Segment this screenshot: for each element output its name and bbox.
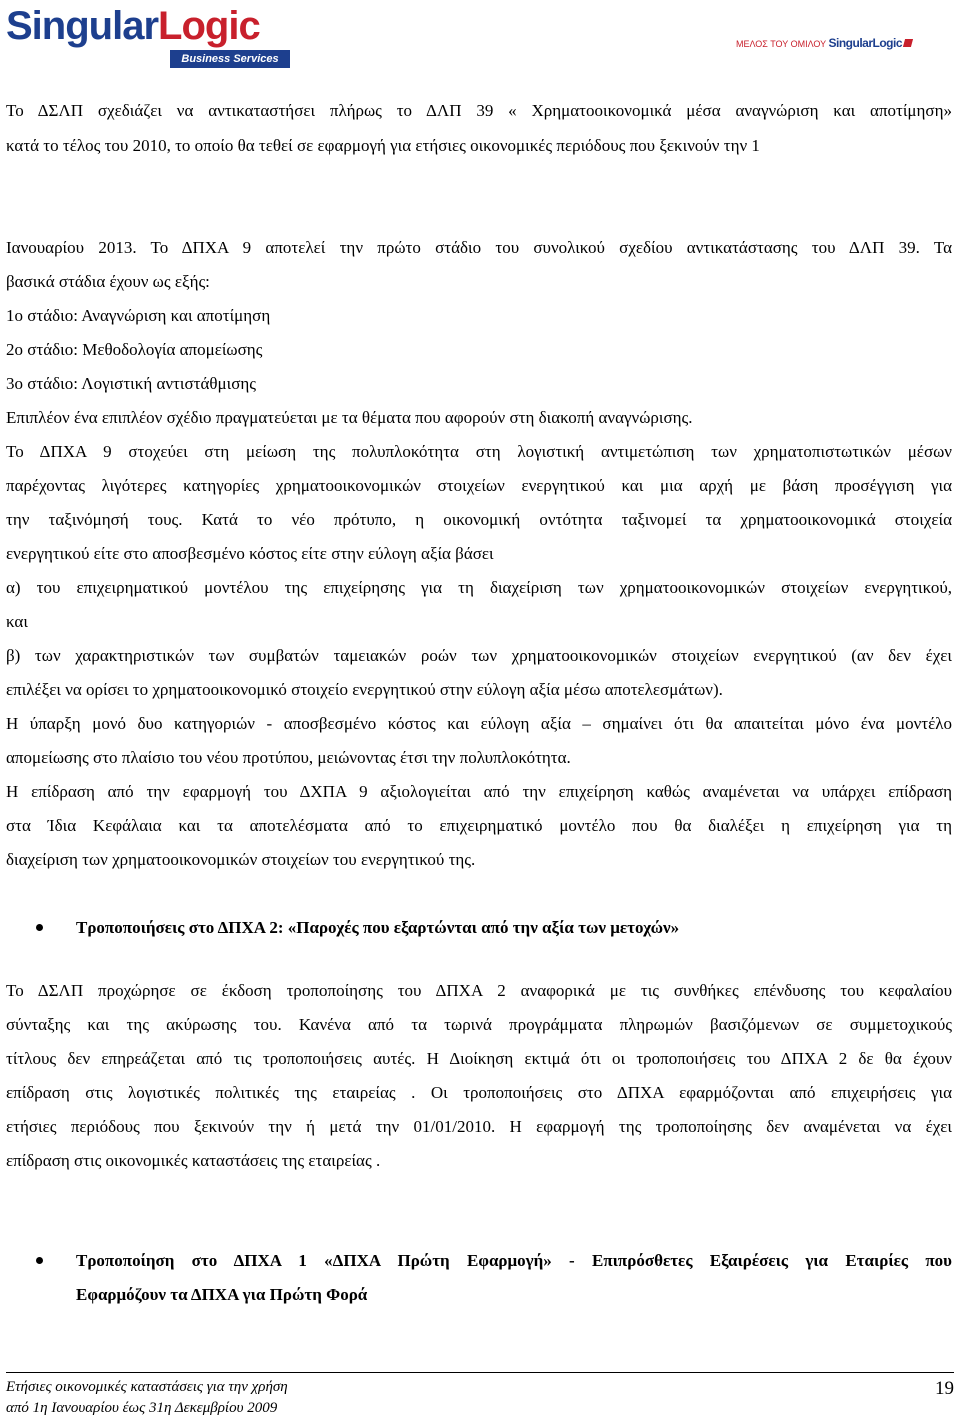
- list-item-b: β) των χαρακτηριστικών των συμβατών ταμειακών ροών των χρηματοοικονομικών στοιχείων ενεργητικού (αν δεν έχει: [6, 646, 952, 665]
- footer-title: Ετήσιες οικονομικές καταστάσεις για την χρήση: [6, 1379, 288, 1395]
- member-prefix: ΜΕΛΟΣ ΤΟΥ ΟΜΙΛΟΥ: [735, 39, 826, 49]
- paragraph-line: ετήσιες περιόδους που ξεκινούν την ή μετά την 01/01/2010. Η εφαρμογή της τροποποίησης δεν αναμένεται να έχει: [6, 1117, 952, 1136]
- list-item-a-cont: και: [6, 612, 28, 631]
- logo-wordmark: [6, 4, 260, 48]
- bullet-icon: [36, 924, 43, 931]
- member-brand: SingularLogic: [828, 36, 902, 50]
- paragraph-line: επίδραση στις οικονομικές καταστάσεις της εταιρείας .: [6, 1151, 381, 1170]
- logo-word-logic: Logic: [158, 4, 260, 48]
- paragraph-line: τίτλους δεν επηρεάζεται από τις τροποποιήσεις αυτές. Η Διοίκηση εκτιμά ότι οι τροποποιήσεις του ΔΠΧΑ 2 δε θα έχουν: [6, 1049, 952, 1068]
- list-item-a: α) του επιχειρηματικού μοντέλου της επιχείρησης για τη διαχείριση των χρηματοοικονομικών στοιχείων ενεργητικού,: [6, 578, 952, 597]
- page-number: 19: [935, 1378, 954, 1399]
- paragraph-line: Το ΔΣΛΠ προχώρησε σε έκδοση τροποποίησης του ΔΠΧΑ 2 αναφορικά με τις συνθήκες επένδυσης του κεφαλαίου: [6, 981, 952, 1000]
- brand-mark-icon: [903, 39, 913, 47]
- paragraph-line: διαχείριση των χρηματοοικονομικών στοιχείων του ενεργητικού της.: [6, 850, 476, 869]
- paragraph-line: απομείωσης στο πλαίσιο του νέου προτύπου, μειώνοντας έτσι την πολυπλοκότητα.: [6, 748, 571, 767]
- bullet-icon: [36, 1257, 43, 1264]
- paragraph-line: βασικά στάδια έχουν ως εξής:: [6, 272, 210, 291]
- section-heading-cont: Εφαρμόζουν τα ΔΠΧΑ για Πρώτη Φορά: [76, 1285, 368, 1304]
- paragraph-line: Επιπλέον ένα επιπλέον σχέδιο πραγματεύεται με τα θέματα που αφορούν στη διακοπή αναγνώρισης.: [6, 408, 693, 427]
- paragraph-line: κατά το τέλος του 2010, το οποίο θα τεθεί σε εφαρμογή για ετήσιες οικονομικές περιόδους που ξεκινούν την 1: [6, 136, 760, 155]
- paragraph-line: την ταξινόμησή τους. Κατά το νέο πρότυπο, η οικονομική οντότητα ταξινομεί τα χρηματοοικονομικά στοιχεία: [6, 510, 952, 529]
- footer-period: από 1η Ιανουαρίου έως 31η Δεκεμβρίου 2009: [6, 1400, 278, 1416]
- footer-divider: [6, 1372, 954, 1373]
- list-item-b-cont: επιλέξει να ορίσει το χρηματοοικονομικό στοιχείο ενεργητικού στην εύλογη αξία μέσω αποτελεσμάτων).: [6, 680, 723, 699]
- singularlogic-logo: [6, 4, 290, 70]
- stage-item: 2ο στάδιο: Μεθοδολογία απομείωσης: [6, 340, 263, 359]
- paragraph-line: Το ΔΠΧΑ 9 στοχεύει στη μείωση της πολυπλοκότητα στη λογιστική αντιμετώπιση των χρηματοπιστωτικών μέσων: [6, 442, 952, 461]
- paragraph-line: σύνταξης και της ακύρωσης του. Κανένα από τα τωρινά προγράμματα πληρωμών βασιζόμενων σε συμμετοχικούς: [6, 1015, 952, 1034]
- paragraph-line: στα Ίδια Κεφάλαια και τα αποτελέσματα από το επιχειρηματικό μοντέλο που θα διαλέξει η επιχείρηση για τη: [6, 816, 952, 835]
- paragraph-line: Η επίδραση από την εφαρμογή του ΔΧΠΑ 9 αξιολογιείται από την επιχείρηση καθώς αναμένεται να υπάρχει επίδραση: [6, 782, 952, 801]
- section-heading: Τροποποιήσεις στο ΔΠΧΑ 2: «Παροχές που εξαρτώνται από την αξία των μετοχών»: [76, 918, 680, 937]
- logo-word-singular: Singular: [6, 4, 159, 48]
- group-member-logo: [736, 36, 912, 50]
- paragraph-line: Η ύπαρξη μονό δυο κατηγοριών - αποσβεσμένο κόστος και εύλογη αξία – σημαίνει ότι θα απαιτείται μόνο ένα μοντέλο: [6, 714, 952, 733]
- paragraph-line: παρέχοντας λιγότερες κατηγορίες χρηματοοικονομικών στοιχείων ενεργητικού και μια αρχή με βάση προσέγγιση για: [6, 476, 952, 495]
- paragraph-line: Το ΔΣΛΠ σχεδιάζει να αντικαταστήσει πλήρως το ΔΛΠ 39 « Χρηματοοικονομικά μέσα αναγνώριση και αποτίμηση»: [6, 101, 952, 120]
- stage-item: 3ο στάδιο: Λογιστική αντιστάθμισης: [6, 374, 256, 393]
- paragraph-line: επίδραση στις λογιστικές πολιτικές της εταιρείας . Οι τροποποιήσεις στο ΔΠΧΑ εφαρμόζονται από επιχειρήσεις για: [6, 1083, 952, 1102]
- paragraph-line: ενεργητικού είτε στο αποσβεσμένο κόστος είτε στην εύλογη αξία βάσει: [6, 544, 494, 563]
- section-heading: Τροποποίηση στο ΔΠΧΑ 1 «ΔΠΧΑ Πρώτη Εφαρμογή» - Επιπρόσθετες Εξαιρέσεις για Εταιρίες που: [76, 1251, 952, 1270]
- paragraph-line: Ιανουαρίου 2013. Το ΔΠΧΑ 9 αποτελεί την πρώτο στάδιο του συνολικού σχεδίου αντικατάστασης του ΔΛΠ 39. Τα: [6, 238, 952, 257]
- stage-item: 1ο στάδιο: Αναγνώριση και αποτίμηση: [6, 306, 271, 325]
- logo-subtitle: Business Services: [170, 50, 290, 68]
